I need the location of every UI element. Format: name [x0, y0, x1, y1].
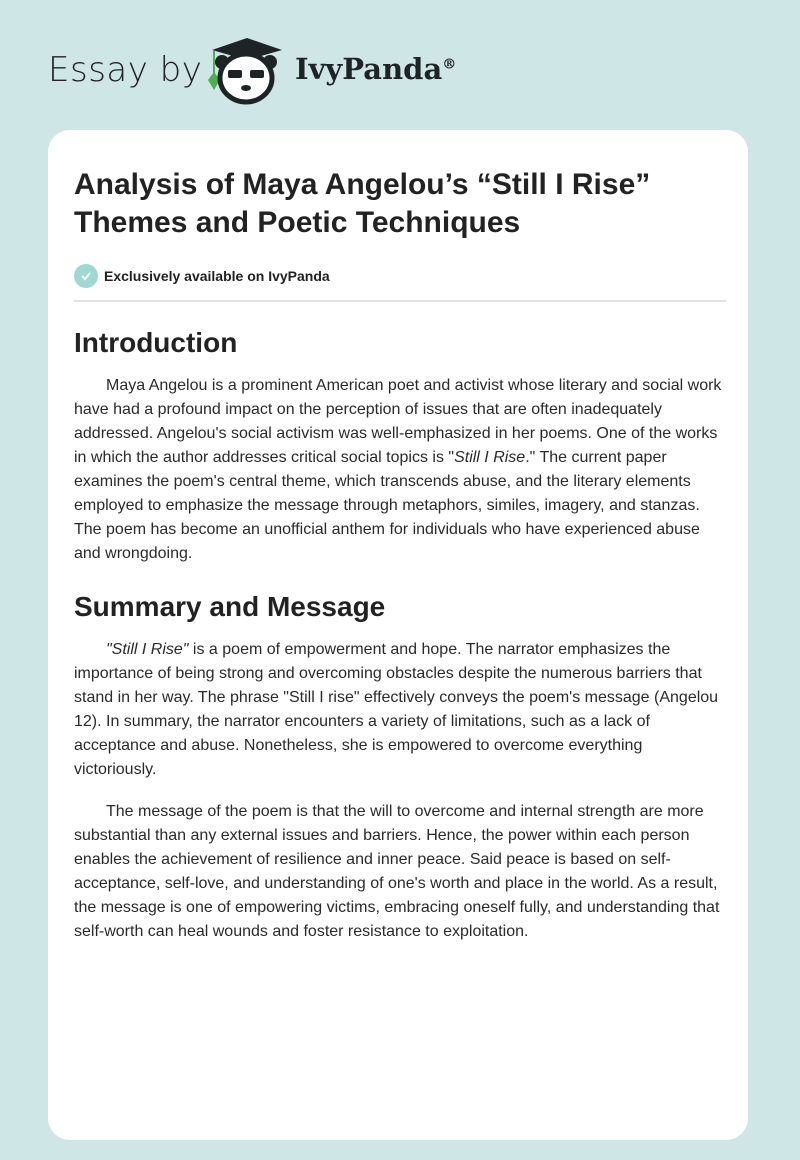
section-heading: Introduction	[74, 327, 238, 358]
exclusive-badge	[74, 264, 726, 288]
essay-card	[48, 130, 748, 1140]
poem-title: "Still I Rise"	[106, 641, 189, 658]
registered-mark: ®	[442, 56, 457, 73]
essay-by-label: Essay by	[48, 50, 203, 90]
paragraph	[74, 638, 726, 782]
section-heading: Summary and Message	[74, 591, 386, 622]
paragraph	[74, 374, 726, 566]
paragraph: The message of the poem is that the will to overcome and internal strength are more substantial than any external issues and barriers. Hence, the power within each person enables the achievement of resilience and inner peace. Said peace is based on self-acceptance, self-love, and understanding of one's worth and place in the world. As a result, the message is one of empowering victims, embracing oneself fully, and understanding that self-worth can heal wounds and foster resistance to exploitation.	[74, 803, 720, 940]
essay-title	[74, 166, 726, 242]
brand-name[interactable]	[295, 52, 456, 86]
text: is a poem of empowerment and hope. The narrator emphasizes the importance of being strong and overcoming obstacles despite the numerous barriers that stand in her way. The phrase "Still I rise" effectively conveys the poem's message (Angelou 12). In summary, the narrator encounters a variety of limitations, such as a lack of acceptance and abuse. Nonetheless, she is empowered to overcome everything victoriously.	[74, 641, 719, 778]
title-line-2: Themes and Poetic Techniques	[74, 206, 521, 239]
poem-title: Still I Rise	[454, 449, 526, 466]
check-icon	[74, 264, 98, 288]
text: Maya Angelou is a prominent American poet and activist whose literary and social work have had a profound impact on the perception of issues that are often inadequately addressed. Angelou's social activism was well-emphasized in her poems. One of the works in which the author addresses critical social topics is "	[74, 377, 722, 466]
divider	[74, 300, 726, 302]
title-line-1: Analysis of Maya Angelou’s “Still I Rise”	[74, 168, 651, 201]
panda-logo-icon[interactable]	[202, 36, 292, 106]
site-header	[0, 0, 800, 130]
text: ." The current paper examines the poem's central theme, which transcends abuse, and the literary elements employed to emphasize the message through metaphors, similes, imagery, and stanzas. The poem has become an unofficial anthem for individuals who have experienced abuse and wrongdoing.	[74, 449, 700, 562]
badge-label: Exclusively available on IvyPanda	[104, 268, 330, 284]
brand-text: IvyPanda	[295, 52, 443, 86]
